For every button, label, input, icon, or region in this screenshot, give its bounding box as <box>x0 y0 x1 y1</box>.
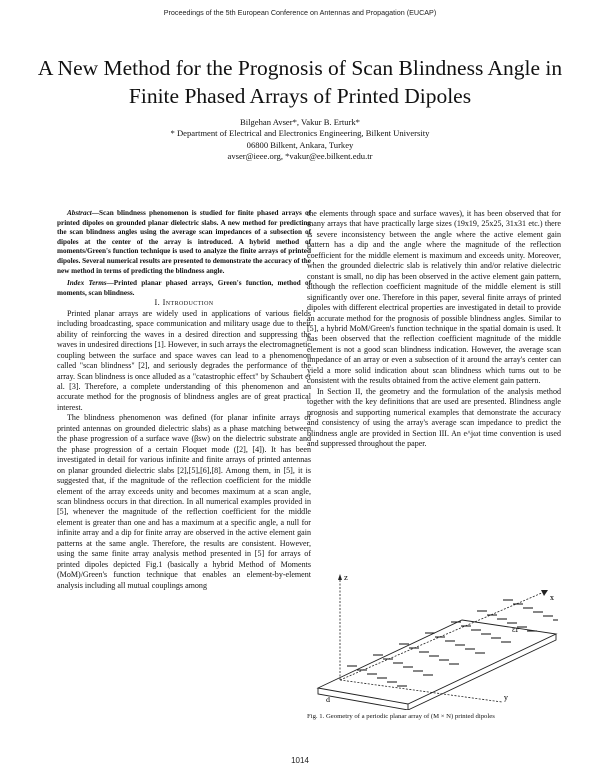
y-axis-label: y <box>504 694 508 702</box>
slab-top-outline <box>318 620 556 704</box>
z-axis-label: z <box>344 574 348 582</box>
section-heading-introduction: I. Introduction <box>154 298 214 308</box>
paragraph: In Section II, the geometry and the formulation of the analysis method together with the key definitions that are used are presented. Blindness angle prognosis and supporting numerical examples that demonstrate the accuracy and consistency of using the array's average scan impedance to predict the blindness angle are provided in Section III. An e^jωt time convention is used and suppressed throughout the paper. <box>307 386 561 448</box>
author-names: Bilgehan Avser*, Vakur B. Erturk* <box>240 117 360 127</box>
index-terms-text: Printed planar phased arrays, Green's function, method of moments, scan blindness. <box>57 279 311 297</box>
author-emails: avser@ieee.org, *vakur@ee.bilkent.edu.tr <box>227 151 373 162</box>
z-axis-arrow <box>338 574 342 580</box>
slab-edge-outline <box>318 634 556 710</box>
x-axis-line <box>340 592 544 680</box>
author-affiliation: * Department of Electrical and Electronics Engineering, Bilkent University <box>170 128 430 139</box>
dipole-grid <box>347 600 558 686</box>
conference-header: Proceedings of the 5th European Conference on Antennas and Propagation (EUCAP) <box>163 8 437 17</box>
index-terms <box>57 279 311 298</box>
page-number: 1014 <box>291 756 309 765</box>
abstract <box>57 209 311 276</box>
permittivity-label: εr <box>512 626 519 634</box>
x-axis-label: x <box>550 594 554 602</box>
x-axis-arrow <box>541 590 548 596</box>
abstract-label: Abstract— <box>67 209 99 217</box>
figure-caption: Fig. 1. Geometry of a periodic planar array of (M × N) printed dipoles <box>307 713 495 720</box>
paragraph: The blindness phenomenon was defined (for planar infinite arrays of printed antennas on grounded dielectric slabs) as a phase matching between the phase progression of a surface wave (βsw) on the dielectric substrate and the phase progression of a certain Floquet mode ([2], [4]). It has been investigated in detail for various infinite and finite arrays of printed antennas on planar grounded dielectric slabs [2],[5],[6],[8]. Among them, in [5], it is suggested that, if the magnitude of the reflection coefficient for the middle element of the array exceeds unity and becomes maximum at a scan angle, scan blindness occurs in that direction. In all numerical examples provided in [5], whenever the magnitude of the reflection coefficient for the middle element is greater than one and has a maximum at a specific angle, a null for infinite array and a dip for finite array are observed in the active element gain patterns at the same angle. Therefore, the results are consistent. However, using the same finite array analysis method presented in [5] for arrays of printed dipoles depicted Fig.1 (basically a hybrid Method of Moments (MoM)/Green's function technique that enables an element-by-element analysis including all mutual couplings among <box>57 413 311 590</box>
y-axis-line <box>340 680 502 702</box>
figure-array-geometry <box>312 570 558 710</box>
thickness-label: d <box>326 696 331 704</box>
right-column <box>307 209 561 449</box>
left-column <box>57 209 311 591</box>
paragraph: the elements through space and surface waves), it has been observed that for many arrays that have practically large sizes (19x19, 25x25, 31x31 etc.) there is severe inconsistency between the angle where the active element gain pattern has a dip and the angle where the magnitude of the reflection coefficient for the middle element is maximum and exceeds unity. Moreover, when the grounded dielectric slab is relatively thin and/or relative dielectric constant is small, no dip has been observed in the active element gain pattern, although the reflection coefficient magnitude of the middle element is still significantly over one. Therefore in this paper, several finite arrays of printed dipoles with different electrical properties are investigated in detail to provide an accurate method for the prognosis of possible blindness angles. Similar to [5], a hybrid MoM/Green's function technique in the spatial domain is used. It has been observed that the reflection coefficient magnitude of the middle element is not a good scan blindness indication. However, the average scan impedance of an array or even a subsection of it around the array's center can yield a more solid indication about scan blindness which turns out to be consistent with the results obtained from the active element gain pattern. <box>307 209 561 386</box>
author-block <box>0 117 600 163</box>
author-address: 06800 Bilkent, Ankara, Turkey <box>246 139 354 150</box>
paragraph: Printed planar arrays are widely used in applications of various fields including broadcasting, space communication and military usage due to their ability of reinforcing the waves in a desired direction and suppressing the waves in undesired directions [1]. However, in such arrays the electromagnetic coupling between the surface and space waves can lead to a phenomenon called "scan blindness" [2], and seriously degrades the performance of the array. Scan blindness is once alluded as a "catastrophic effect" by Schaubert et al. [3]. Therefore, a complete understanding of this phenomenon and an accurate method for the prognosis of blindness angles are of great practical interest. <box>57 308 311 412</box>
paper-title: A New Method for the Prognosis of Scan Blindness Angle in Finite Phased Arrays of Printed Dipoles <box>37 56 563 108</box>
abstract-text: Scan blindness phenomenon is studied for finite phased arrays of printed dipoles on grounded planar dielectric slabs. A new method for predicting the scan blindness angles using the average scan impedances of a subsection of dipoles at the center of the array is introduced. A hybrid method of moments/Green's function technique is used to analyze the finite arrays of printed dipoles. Several numerical results are presented to demonstrate the accuracy of the new method in terms of predicting the blindness angle. <box>57 209 311 275</box>
index-terms-label: Index Terms— <box>67 279 114 288</box>
